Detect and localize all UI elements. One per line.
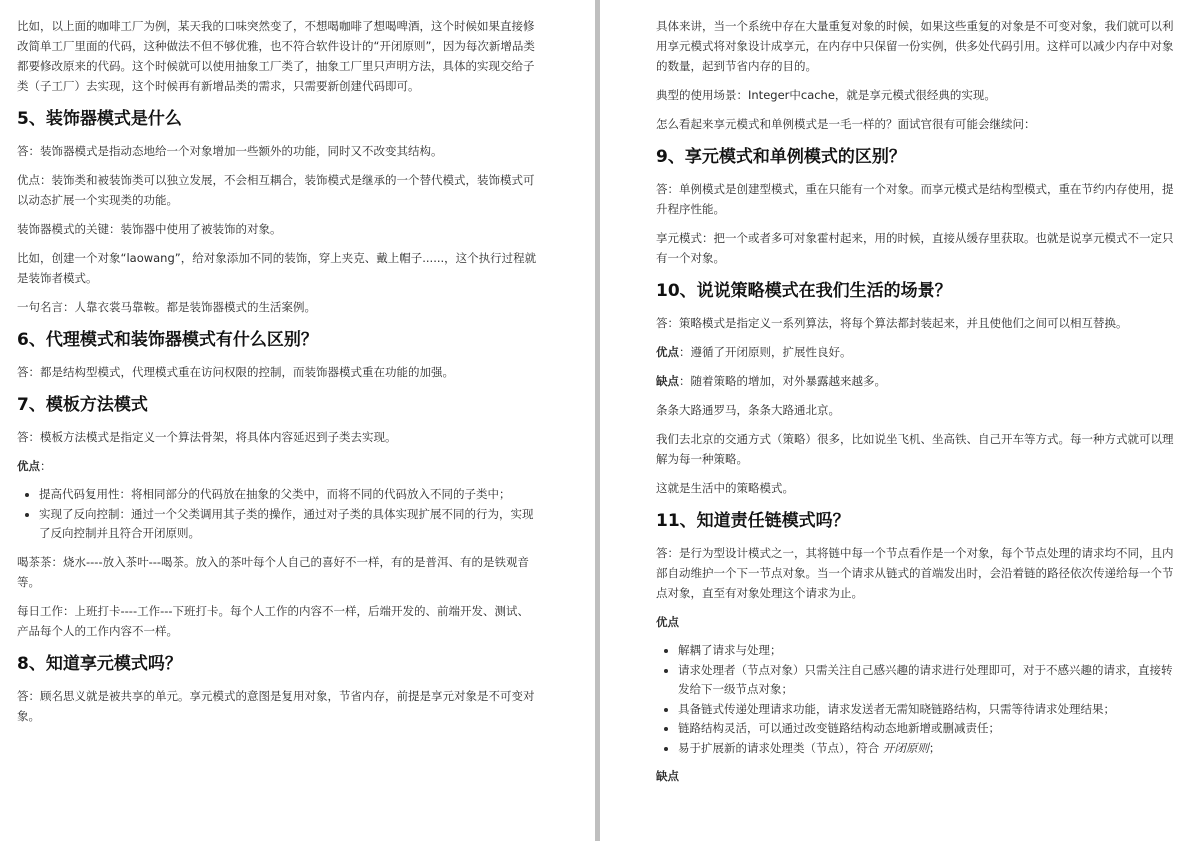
heading-9: 9、享元模式和单例模式的区别？ bbox=[656, 147, 906, 167]
heading-11: 11、知道责任链模式吗？ bbox=[656, 511, 850, 531]
list-item: • 实现了反向控制：通过一个父类调用其子类的操作，通过对子类的具体实现扩展不同的行为，实现了反向控制并且符合开闭原则。 bbox=[39, 505, 537, 544]
advantages-line bbox=[17, 456, 537, 476]
colon: ： bbox=[40, 459, 52, 473]
heading-8: 8、知道享元模式吗？ bbox=[17, 653, 182, 674]
heading-7: 7、模板方法模式 bbox=[17, 395, 148, 415]
paragraph: 我们去北京的交通方式（策略）很多，比如说坐飞机、坐高铁、自己开车等方式。每一种方式就可以理解为每一种策略。 bbox=[656, 432, 1174, 466]
disadvantages-label: 缺点 bbox=[656, 769, 679, 783]
paragraph: 比如，创建一个对象“laowang”，给对象添加不同的装饰，穿上夹克、戴上帽子......，这个执行过程就是装饰者模式。 bbox=[17, 251, 537, 285]
list-item: • 解耦了请求与处理； bbox=[678, 641, 1175, 661]
paragraph: 答：是行为型设计模式之一，其将链中每一个节点看作是一个对象，每个节点处理的请求均不同，且内部自动维护一个下一节点对象。当一个请求从链式的首端发出时，会沿着链的路径依次传递给每一个节点对象，直至有对象处理这个请求为止。 bbox=[656, 546, 1174, 600]
paragraph: 答：策略模式是指定义一系列算法，将每个算法都封装起来，并且使他们之间可以相互替换。 bbox=[656, 316, 1128, 330]
disadvantages-text: ：随着策略的增加，对外暴露越来越多。 bbox=[679, 374, 886, 388]
list-item: • 链路结构灵活，可以通过改变链路结构动态地新增或删减责任； bbox=[678, 719, 1175, 739]
list-item: • 请求处理者（节点对象）只需关注自己感兴趣的请求进行处理即可，对于不感兴趣的请求，直接转发给下一级节点对象； bbox=[678, 661, 1175, 700]
advantages-label: 优点 bbox=[17, 459, 40, 473]
paragraph: 怎么看起来享元模式和单例模式是一毛一样的？面试官很有可能会继续问： bbox=[656, 117, 1036, 131]
paragraph: 装饰器模式的关键：装饰器中使用了被装饰的对象。 bbox=[17, 222, 282, 236]
paragraph: 典型的使用场景：Integer中cache，就是享元模式很经典的实现。 bbox=[656, 88, 996, 102]
paragraph: 答：顾名思义就是被共享的单元。享元模式的意图是复用对象，节省内存，前提是享元对象是不可变对象。 bbox=[17, 688, 535, 723]
list-item bbox=[678, 739, 1175, 759]
heading-5: 5、装饰器模式是什么 bbox=[17, 109, 182, 129]
intro-paragraph: 比如，以上面的咖啡工厂为例，某天我的口味突然变了，不想喝咖啡了想喝啤酒，这个时候如果直接修改简单工厂里面的代码，这种做法不但不够优雅，也不符合软件设计的“开闭原则”，因为每次新增品类都要修改原来的代码。这个时候就可以使用抽象工厂类了，抽象工厂里只声明方法，具体的实现交给子类（子工厂）去实现，这个时候再有新增品类的需求，只需要新创建代码即可。 bbox=[17, 19, 535, 93]
list-item-end: ； bbox=[928, 740, 941, 755]
paragraph: 条条大路通罗马，条条大路通北京。 bbox=[656, 403, 840, 417]
paragraph: 一句名言：人靠衣裳马靠鞍。都是装饰器模式的生活案例。 bbox=[17, 300, 316, 314]
list-item: • 提高代码复用性：将相同部分的代码放在抽象的父类中，而将不同的代码放入不同的子类中； bbox=[39, 485, 537, 505]
paragraph: 答：模板方法模式是指定义一个算法骨架，将具体内容延迟到子类去实现。 bbox=[17, 430, 397, 444]
paragraph: 这就是生活中的策略模式。 bbox=[656, 481, 794, 495]
paragraph: 优点：装饰类和被装饰类可以独立发展，不会相互耦合，装饰模式是继承的一个替代模式，装饰模式可以动态扩展一个实现类的功能。 bbox=[17, 173, 535, 207]
advantages-line bbox=[656, 342, 1175, 362]
advantages-label: 优点 bbox=[656, 615, 679, 629]
list-item: • 具备链式传递处理请求功能，请求发送者无需知晓链路结构，只需等待请求处理结果； bbox=[678, 700, 1175, 720]
emphasis-text: 开闭原则 bbox=[882, 740, 929, 755]
paragraph: 答：装饰器模式是指动态地给一个对象增加一些额外的功能，同时又不改变其结构。 bbox=[17, 144, 443, 158]
advantages-list bbox=[17, 485, 537, 544]
disadvantages-label: 缺点 bbox=[656, 374, 679, 388]
disadvantages-line bbox=[656, 371, 1175, 391]
paragraph: 答：都是结构型模式，代理模式重在访问权限的控制，而装饰器模式重在功能的加强。 bbox=[17, 365, 454, 379]
paragraph: 每日工作：上班打卡----工作---下班打卡。每个人工作的内容不一样，后端开发的、前端开发、测试、产品每个人的工作内容不一样。 bbox=[17, 603, 530, 638]
advantages-list bbox=[656, 641, 1175, 758]
paragraph: 喝茶茶：烧水----放入茶叶---喝茶。放入的茶叶每个人自己的喜好不一样，有的是普洱、有的是铁观音等。 bbox=[17, 554, 530, 589]
paragraph: 具体来讲，当一个系统中存在大量重复对象的时候，如果这些重复的对象是不可变对象，我们就可以利用享元模式将对象设计成享元，在内存中只保留一份实例，供多处代码引用。这样可以减少内存中对象的数量，起到节省内存的目的。 bbox=[656, 19, 1174, 73]
list-item-text: 易于扩展新的请求处理类（节点），符合 bbox=[678, 740, 883, 755]
paragraph: 答：单例模式是创建型模式，重在只能有一个对象。而享元模式是结构型模式，重在节约内存使用，提升程序性能。 bbox=[656, 182, 1174, 216]
document-page-right bbox=[600, 0, 1187, 841]
heading-10: 10、说说策略模式在我们生活的场景？ bbox=[656, 281, 952, 301]
heading-6: 6、代理模式和装饰器模式有什么区别？ bbox=[17, 330, 318, 350]
advantages-text: ：遵循了开闭原则，扩展性良好。 bbox=[679, 345, 852, 359]
disadvantages-heading bbox=[656, 766, 1175, 786]
advantages-heading bbox=[656, 612, 1175, 632]
paragraph: 享元模式：把一个或者多可对象霍村起来，用的时候，直接从缓存里获取。也就是说享元模式不一定只有一个对象。 bbox=[656, 231, 1174, 265]
advantages-label: 优点 bbox=[656, 345, 679, 359]
